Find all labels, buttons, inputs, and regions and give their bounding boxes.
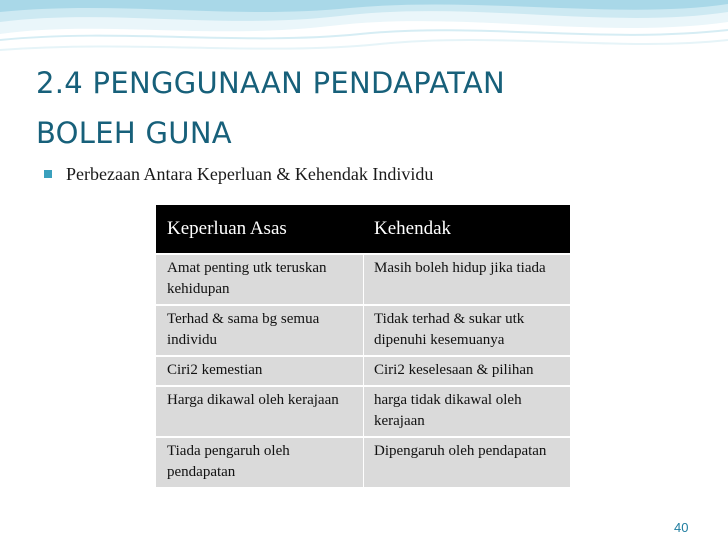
header-kehendak: Kehendak <box>364 205 571 254</box>
slide-title <box>36 58 676 158</box>
table-cell: Masih boleh hidup jika tiada <box>364 254 571 305</box>
page-number: 40 <box>674 520 689 535</box>
table-row <box>157 305 571 356</box>
comparison-table <box>156 205 570 487</box>
square-bullet-icon <box>44 170 52 178</box>
bullet-text: Perbezaan Antara Keperluan & Kehendak Individu <box>66 163 434 184</box>
header-wave-banner <box>0 0 728 62</box>
table-cell: Harga dikawal oleh kerajaan <box>157 386 364 437</box>
table-cell: Dipengaruh oleh pendapatan <box>364 437 571 487</box>
table-cell: Ciri2 keselesaan & pilihan <box>364 356 571 386</box>
table-cell: Terhad & sama bg semua individu <box>157 305 364 356</box>
bullet-point <box>44 160 433 188</box>
table-cell: Tiada pengaruh oleh pendapatan <box>157 437 364 487</box>
table-cell: Tidak terhad & sukar utk dipenuhi kesemuanya <box>364 305 571 356</box>
header-keperluan: Keperluan Asas <box>157 205 364 254</box>
table-cell: harga tidak dikawal oleh kerajaan <box>364 386 571 437</box>
table-row <box>157 437 571 487</box>
slide-title-line-1: 2.4 PENGGUNAAN PENDAPATAN <box>36 66 505 100</box>
table-row <box>157 356 571 386</box>
slide-title-line-2: BOLEH GUNA <box>36 116 232 150</box>
table-row <box>157 254 571 305</box>
table-header-row <box>157 205 571 254</box>
table-row <box>157 386 571 437</box>
table-cell: Ciri2 kemestian <box>157 356 364 386</box>
table-cell: Amat penting utk teruskan kehidupan <box>157 254 364 305</box>
